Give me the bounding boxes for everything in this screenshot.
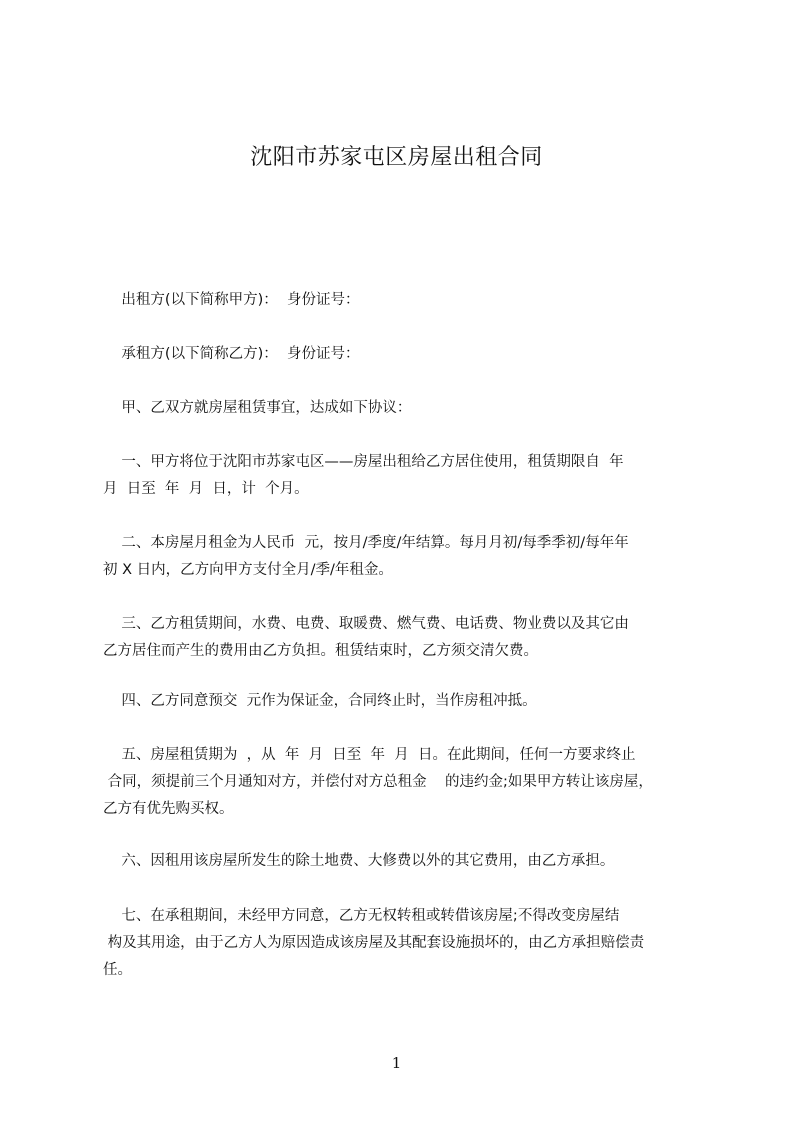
clause-6 — [103, 848, 711, 875]
page-title: 沈阳市苏家屯区房屋出租合同 — [250, 145, 543, 170]
paragraph-line: 五、房屋租赁期为 ，从 年 月 日至 年 月 日。在此期间，任何一方要求终止 — [103, 747, 636, 763]
clause-1 — [103, 449, 711, 503]
lessor-line — [103, 287, 711, 314]
paragraph-line: 六、因租用该房屋所发生的除土地费、大修费以外的其它费用，由乙方承担。 — [103, 853, 615, 869]
paragraph-line: 构及其用途，由于乙方人为原因造成该房屋及其配套设施损坏的，由乙方承担赔偿责 — [103, 935, 645, 951]
lessee-line — [103, 341, 711, 368]
paragraph-line: 甲、乙双方就房屋租赁事宜，达成如下协议： — [103, 400, 412, 416]
paragraph-line: 三、乙方租赁期间，水费、电费、取暖费、燃气费、电话费、物业费以及其它由 — [103, 616, 629, 632]
paragraph-line: 承租方(以下简称乙方)： 身份证号： — [103, 346, 360, 362]
clause-2 — [103, 530, 711, 584]
clause-4 — [103, 688, 711, 715]
paragraph-line: 一、甲方将位于沈阳市苏家屯区——房屋出租给乙方居住使用，租赁期限自 年 — [103, 454, 624, 470]
paragraph-line: 七、在承租期间，未经甲方同意，乙方无权转租或转借该房屋;不得改变房屋结 — [103, 908, 620, 924]
paragraph-line: 月 日至 年 月 日，计 个月。 — [103, 481, 309, 497]
page-number: 1 — [391, 1054, 402, 1072]
paragraph-line: 二、本房屋月租金为人民币 元，按月/季度/年结算。每月月初/每季季初/每年年 — [103, 535, 629, 551]
paragraph-line: 任。 — [103, 962, 132, 978]
paragraph-line: 出租方(以下简称甲方)： 身份证号： — [103, 292, 360, 308]
paragraph-line: 四、乙方同意预交 元作为保证金，合同终止时，当作房租冲抵。 — [103, 693, 537, 709]
paragraph-line: 乙方居住而产生的费用由乙方负担。租赁结束时，乙方须交清欠费。 — [103, 643, 538, 659]
paragraph-line: 合同，须提前三个月通知对方，并偿付对方总租金 的违约金;如果甲方转让该房屋， — [103, 774, 653, 790]
agreement-intro — [103, 395, 711, 422]
clause-3 — [103, 611, 711, 665]
clause-5 — [103, 742, 711, 823]
clause-7 — [103, 903, 711, 984]
paragraph-line: 初 X 日内，乙方向甲方支付全月/季/年租金。 — [103, 562, 393, 578]
paragraph-line: 乙方有优先购买权。 — [103, 801, 234, 817]
